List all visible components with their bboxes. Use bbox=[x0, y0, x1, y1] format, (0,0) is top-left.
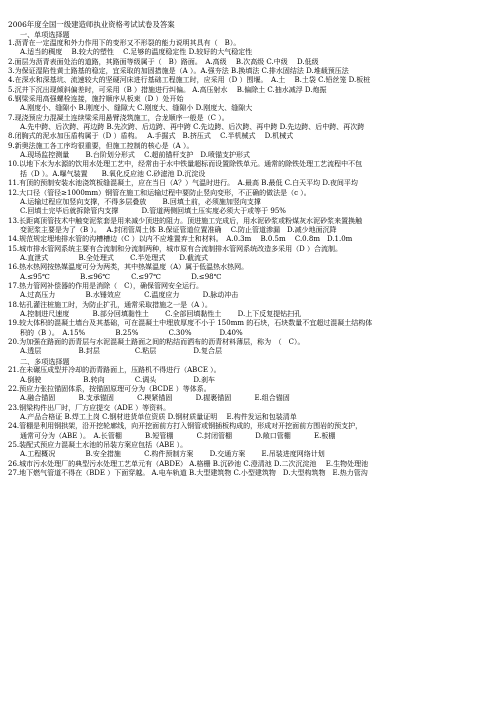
answer-options-line: A.融合锚固 B.支承锚固 C.楔紧锚固 D.握裹锚固 E.组合锚固 bbox=[20, 394, 290, 403]
answer-options-line: A.产品合格证 B.焊工上岗 C.钢材进货单位资质 D.钢材质量证明 E.构件发运和包装清单 bbox=[20, 412, 297, 421]
question-continuation-line: 括（D ）。A.曝气装置 B.氧化反应池 C.砂滤池 D.沉淀设 bbox=[20, 169, 206, 178]
answer-options-line: A.透层 B.封层 C.粘层 D.复合层 bbox=[20, 347, 223, 356]
question-line: 26.城市污水处理厂的典型污水处理工艺单元有（ABDE） A.格栅 B.沉砂池 C.澄清池 D.二次沉淀池 E.生物处理池 bbox=[8, 459, 369, 468]
question-line: 23.钢梁构件出厂时，厂方应提交（ADE ）等资料。 bbox=[8, 403, 171, 412]
question-line: 2.面层为沥青表面处治的道路，其路面等级属于（ B）路面。 A.高级 B.次高级 C.中级 D.低级 bbox=[8, 57, 319, 66]
answer-options-line: A.运输过程应加竖向支撑，不得多层叠放 B.回填土前，必须施加竖向支撑 bbox=[20, 197, 261, 206]
question-line: 5.沉井下沉出现倾斜偏差时，可采用（B ）措施进行纠偏。 A.高压射水 B.偏除土 C.抽水减浮 D.炮振 bbox=[8, 85, 327, 94]
page-title: 2006年度全国一级建造师执业资格考试试卷及答案 bbox=[8, 20, 175, 29]
question-line: 8.闭胸式的泥水加压盾构属于（D ）盾构。 A.手掘式 B.挤压式 C.半机械式 D.机械式 bbox=[8, 132, 294, 141]
answer-options-line: A.≤95℃ B.≤96℃ C.≤97℃ D.≤98℃ bbox=[20, 272, 222, 281]
question-line: 15.城市排水管网系统主要有合流制和分流制两种，城市原有合流制排水管网系统改造多采用（D ）合流制。 bbox=[8, 244, 342, 253]
answer-options-line: A.控制进尺速度 B.部分回填黏性土 C.全部回填黏性土 D.上下反复提钻扫孔 bbox=[20, 309, 302, 318]
question-line: 19.较大体积的混凝土墙台及其基础，可在混凝土中埋放厚度不小于 150mm 的石块，石块数量不宜超过混凝土结构体 bbox=[8, 319, 373, 328]
answer-options-line: A.先中跨、后次跨、再边跨 B.先次跨、后边跨、再中跨 C.先边跨、后次跨、再中跨 D.先边跨、后中跨、再次跨 bbox=[20, 123, 365, 132]
question-line: 18.钻孔灌注桩施工时，为防止扩孔，通常采取措施之一是（A ）。 bbox=[8, 300, 212, 309]
question-line: 7.现浇预应力混凝土连续梁采用悬臂浇筑施工，合龙顺序一般是（C ）。 bbox=[8, 113, 229, 122]
answer-options-line: A.现场监控测量 B.台阶划分形式 C.超前锚杆支护 D.喷锚支护形式 bbox=[20, 151, 251, 160]
question-line: 11.有顶的预制安装水池浇筑板缝混凝土，应在当日（A？）气温时进行。 A.最高 B.最低 C.白天平均 D.夜间平均 bbox=[8, 179, 358, 188]
question-line: 12.大口径（管径≥1000mm）钢管在施工和运输过程中要防止竖向变形，不正确的做法是（c ）。 bbox=[8, 188, 311, 197]
question-continuation-line: 积的（B ）。 A.15% B.25% C.30% D.40% bbox=[20, 328, 243, 337]
answer-options-line: A.直泄式 B.全处理式 C.半处理式 D.截流式 bbox=[20, 253, 209, 262]
question-line: 27.地下燃气管道不得在（BDE ）下面穿越。 A.电车轨道 B.大型建筑物 C.小型建筑物 D.大型构筑物 E.热力管沟 bbox=[8, 468, 368, 477]
question-line: 24.管棚是利用钢拱架，沿开挖轮廓线，向开挖面前方打入钢管或钢插板构成的，形成对开挖面前方围岩的预支护， bbox=[8, 422, 363, 431]
question-line: 3.为保证湿陷性黄土路基的稳定，宜采取的加固措施是（A ）。A.强夯法 B.换填法 C.排水固结法 D.堆载预压法 bbox=[8, 67, 349, 76]
question-continuation-line: 变泥浆主要是为了（B ）。 A.封闭管周土体 B.保证管道位置准确 C.防止管道渗漏 D.减少地面沉降 bbox=[20, 225, 337, 234]
question-line: 9.新奥法施工各工序均很重要，但施工控制的核心是（A ）。 bbox=[8, 141, 194, 150]
question-line: 6.钢梁采用高强螺栓连接，施拧顺序从板束（D ）处开始 bbox=[8, 95, 184, 104]
answer-options-line: A.刚度小、缝隙小 B.刚度小、缝隙大 C.刚度大、缝隙小 D.刚度大、缝隙大 bbox=[20, 104, 253, 113]
question-line: 1.沥青在一定温度和外力作用下的变形又不形裂的能力说明其具有（ B）。 bbox=[8, 39, 241, 47]
question-line: 14.规范规定埋地排水管的沟槽槽边（C ）以内不应堆置弃土和材料。 A.0.3m B.0.5m C.0.8m D.1.0m bbox=[8, 235, 353, 244]
question-line: 17.热力管网补偿器的作用是消除（ C），确保管网安全运行。 bbox=[8, 281, 203, 290]
answer-options-line: A.适当的稠度 B.较大的塑性 C.足够的温度稳定性 D.较好的大气稳定性 bbox=[20, 48, 253, 57]
question-line: 13.长距离顶管技术中触变泥浆套是用来减少顶进的阻力。顶进施工完成后，用水泥砂浆或粉煤灰水泥砂浆来置换触 bbox=[8, 216, 363, 225]
answer-options-line: A.工程概况 B.安全措施 C.构件预制方案 D.交通方案 E.吊装进度网络计划 bbox=[20, 450, 325, 459]
question-line: 21.在未碾压成型并冷却的沥青路面上，压路机不得进行（ABCE ）。 bbox=[8, 366, 221, 375]
question-line: 4.在深水和深基坑、流速较大的坚硬河床进行基础工程施工时，应采用（D ）围堰。 A.土 B.土袋 C.铅丝笼 D.板桩 bbox=[8, 76, 371, 85]
question-list bbox=[0, 30, 496, 479]
answer-options-line: C.回填土完毕后就拆除管内支撑 D.管道两侧回填土压实度必须大于或等于 95% bbox=[20, 207, 286, 216]
section-heading: 一、单项选择题 bbox=[20, 29, 70, 39]
answer-options-line: A.过高压力 B.水锤效应 C.温度应力 D.脉动冲击 bbox=[20, 291, 239, 300]
question-line: 22.预应力张拉锚固体系，按锚固原理可分为（BCDE ）等体系。 bbox=[8, 384, 211, 393]
question-line: 20.为加强在路面的沥青层与水泥混凝土路面之间的粘结而洒布的沥青材料薄层，称为 （ C）。 bbox=[8, 338, 305, 346]
answer-options-line: A.倒驶 B.转向 C.调头 D.刹车 bbox=[20, 375, 216, 384]
question-continuation-line: 通常可分为（ABE ）。 A.长管棚 B.短管棚 C.封闭管棚 D.敞口管棚 E.板棚 bbox=[20, 431, 336, 440]
question-line: 16.热水热网按热媒温度可分为两类，其中热媒温度（A）属于低温热水热网。 bbox=[8, 263, 249, 272]
section-heading: 二、多项选择题 bbox=[20, 356, 70, 366]
question-line: 25.装配式预应力混凝土水池的吊装方案应包括（ABE ）。 bbox=[8, 440, 188, 449]
question-line: 10.以地下水为水源的饮用水处理工艺中，经常由于水中铁量超标而设置除铁单元。通常的除铁处理工艺流程中不包 bbox=[8, 160, 363, 169]
